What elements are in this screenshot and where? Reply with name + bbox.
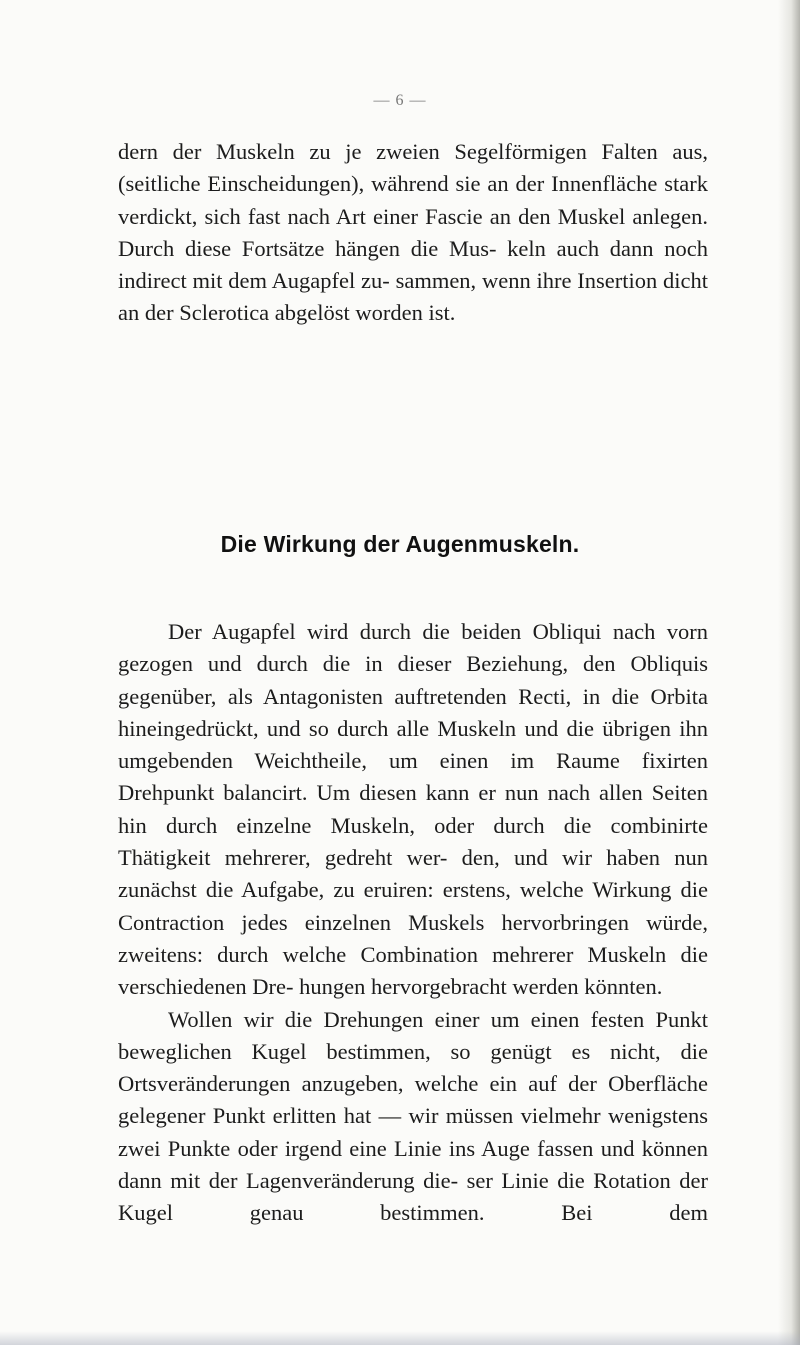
section-heading: Die Wirkung der Augenmuskeln. (220, 531, 580, 557)
page-number: — 6 — (373, 92, 427, 109)
paragraph-text: Wollen wir die Drehungen einer um einen festen Punkt beweglichen Kugel bestimmen, so genügt es nicht, die Ortsveränderungen anzugeben, welche ein auf der Oberfläche gelegener Punkt erlitten hat — wir müssen vielmehr wenigstens zwei Punkte oder irgend eine Linie ins Auge fassen und können dann mit der Lagenveränderung die- ser Linie die Rotation der Kugel genau bestimmen. Bei dem (118, 1006, 708, 1226)
intro-paragraph (118, 136, 708, 330)
paragraph-text: dern der Muskeln zu je zweien Segelförmigen Falten aus, (seitliche Einscheidungen), während sie an der Innenfläche stark verdickt, sich fast nach Art einer Fascie an den Muskel anlegen. Durch diese Fortsätze hängen die Mus- keln auch dann noch indirect mit dem Augapfel zu- sammen, wenn ihre Insertion dicht an der Sclerotica abgelöst worden ist. (118, 139, 708, 326)
page-bottom-edge (0, 1331, 800, 1345)
paragraph-text: Der Augapfel wird durch die beiden Obliqui nach vorn gezogen und durch die in dieser Beziehung, den Obliquis gegenüber, als Antagonisten auftretenden Recti, in die Orbita hineingedrückt, und so durch alle Muskeln und die übrigen ihn umgebenden Weichtheile, um einen im Raume fixirten Drehpunkt balancirt. Um diesen kann er nun nach allen Seiten hin durch einzelne Muskeln, oder durch die combinirte Thätigkeit mehrerer, gedreht wer- den, und wir haben nun zunächst die Aufgabe, zu eruiren: erstens, welche Wirkung die Contraction jedes einzelnen Muskels hervorbringen würde, zweitens: durch welche Combination mehrerer Muskeln die verschiedenen Dre- hungen hervorgebracht werden könnten. (118, 619, 708, 1000)
section-body (118, 616, 708, 1262)
page-edge-shadow (778, 0, 800, 1345)
